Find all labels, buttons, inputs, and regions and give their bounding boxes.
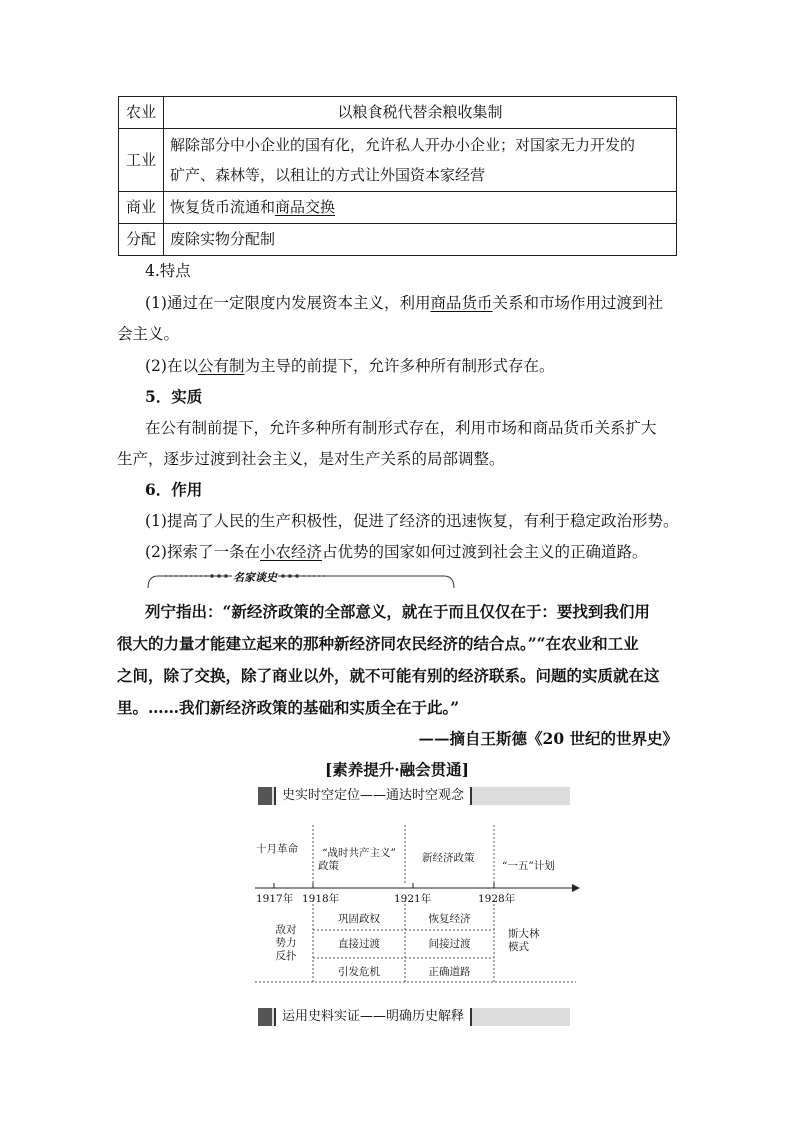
- essence-heading: 5．实质: [145, 387, 203, 406]
- timeline-text: 斯大林: [508, 928, 540, 940]
- famous-quote-divider: [146, 570, 456, 590]
- table-cell-category: 农业: [119, 97, 164, 129]
- text-span: 占优势的国家如何过渡到社会主义的正确道路。: [321, 543, 648, 561]
- underlined-keyword: 商品交换: [275, 198, 336, 216]
- table-cell-line: 解除部分中小企业的国有化，允许私人开办小企业；对国家无力开发的: [170, 136, 636, 154]
- timeline-restore: 恢复经济: [428, 913, 471, 925]
- section-title: [素养提升·融会贯通]: [324, 760, 470, 779]
- quote-line-4: 里。……我们新经济政策的基础和实质全在于此。”: [117, 698, 460, 717]
- timeline-correct: 正确道路: [428, 966, 471, 978]
- table-cell-content: 废除实物分配制: [164, 224, 677, 256]
- quote-line-3: 之间，除了交换，除了商业以外，就不可能有别的经济联系。问题的实质就在这: [117, 666, 660, 685]
- features-heading: 4.特点: [145, 262, 191, 280]
- table-cell-line: 矿产、森林等，以租让的方式让外国资本家经营: [170, 166, 486, 184]
- effect-heading: 6．作用: [145, 480, 203, 499]
- timeline-text: 势力: [275, 937, 297, 949]
- timeline-text: 反扑: [275, 950, 297, 962]
- timeline-text: 敌对: [275, 924, 297, 936]
- timeline-event-october: 十月革命: [256, 843, 298, 855]
- essence-line-1: 在公有制前提下，允许多种所有制形式存在，利用市场和商品货币关系扩大: [145, 419, 657, 437]
- underlined-keyword: 商品货币: [430, 294, 493, 312]
- timeline-year: 1918年: [302, 893, 340, 905]
- quote-source: ——摘自王斯德《20 世纪的世界史》: [418, 729, 678, 748]
- timeline-text: 政策: [318, 860, 339, 872]
- timeline-consolidate: 巩固政权: [338, 913, 380, 925]
- essence-line-2: 生产，逐步过渡到社会主义，是对生产关系的局部调整。: [117, 450, 505, 468]
- banner-label: 运用史料实证——明确历史解释: [274, 1008, 472, 1026]
- table-cell-content: [164, 192, 677, 224]
- timeline-text: 模式: [508, 941, 529, 953]
- section-banner-timeline: [258, 787, 570, 805]
- quote-line-1: 列宁指出：“新经济政策的全部意义，就在于而且仅仅在于：要找到我们用: [145, 602, 650, 621]
- text-span: 恢复货币流通和: [170, 198, 276, 216]
- timeline-text: “战时共产主义”: [322, 847, 396, 859]
- text-span: (2)在以: [145, 357, 198, 375]
- table-cell-content: 以粮食税代替余粮收集制: [164, 97, 677, 129]
- table-row: [119, 129, 677, 192]
- features-item-1-cont: 会主义。: [117, 325, 180, 343]
- policy-table: [118, 96, 677, 256]
- effect-item-1: (1)提高了人民的生产积极性，促进了经济的迅速恢复，有利于稳定政治形势。: [145, 512, 679, 530]
- table-row: [119, 192, 677, 224]
- timeline-indirect: 间接过渡: [428, 938, 471, 950]
- features-item-1: [145, 287, 690, 319]
- section-banner-evidence: [258, 1008, 570, 1026]
- famous-quote-label: 名家谈史: [233, 571, 277, 584]
- timeline-year: 1928年: [478, 893, 516, 905]
- timeline-event-nep: 新经济政策: [422, 852, 475, 864]
- timeline-year: 1921年: [394, 893, 432, 905]
- text-span: (1)通过在一定限度内发展资本主义，利用: [145, 294, 431, 312]
- table-row: [119, 97, 677, 129]
- underlined-keyword: 公有制: [197, 357, 245, 375]
- banner-square-icon: [258, 1008, 272, 1026]
- text-span: (2)探索了一条在: [145, 543, 260, 561]
- text-span: 关系和市场作用过渡到社: [492, 294, 663, 312]
- timeline-stalin: [508, 928, 540, 954]
- underlined-keyword: 小农经济: [259, 543, 322, 561]
- timeline-year: 1917年: [256, 893, 294, 905]
- effect-item-2: [145, 536, 690, 568]
- timeline-event-war-communism: [314, 847, 404, 873]
- quote-line-2: 很大的力量才能建立起来的那种新经济同农民经济的结合点。”“在农业和工业: [117, 634, 639, 653]
- table-cell-category: 分配: [119, 224, 164, 256]
- features-item-2: [145, 350, 715, 382]
- table-cell-content: [164, 129, 677, 192]
- timeline-direct: 直接过渡: [338, 938, 380, 950]
- banner-label: 史实时空定位——通达时空观念: [274, 787, 472, 805]
- timeline-event-five-year: “一五”计划: [502, 860, 555, 872]
- banner-square-icon: [258, 787, 272, 805]
- table-cell-category: 工业: [119, 129, 164, 192]
- timeline-enemy: [266, 924, 306, 963]
- table-row: [119, 224, 677, 256]
- table-cell-category: 商业: [119, 192, 164, 224]
- text-span: 为主导的前提下，允许多种所有制形式存在。: [244, 357, 555, 375]
- timeline-crisis: 引发危机: [338, 966, 380, 978]
